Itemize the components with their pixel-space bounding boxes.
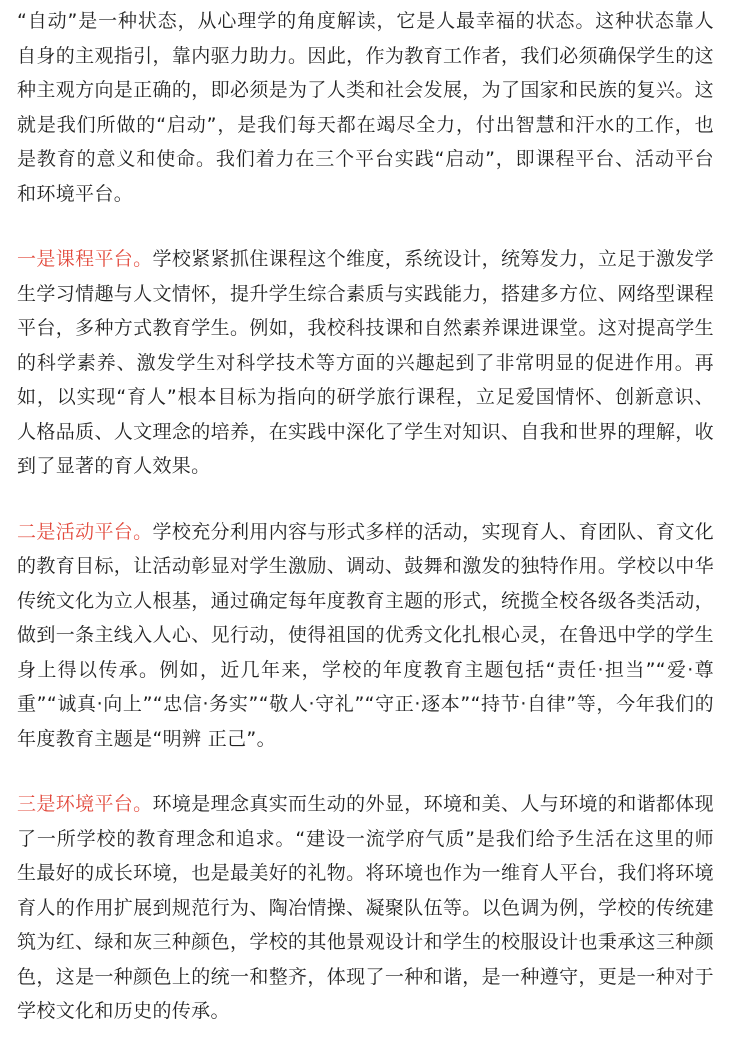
section-environment-platform: [17, 787, 714, 1029]
section-body-text: 学校充分利用内容与形式多样的活动，实现育人、育团队、育文化的教育目标，让活动彰显对学生激励、调动、鼓舞和激发的独特作用。学校以中华传统文化为立人根基，通过确定每年度教育主题的形式，统揽全校各级各类活动，做到一条主线入人心、见行动，使得祖国的优秀文化扎根心灵，在鲁迅中学的学生身上得以传承。例如，近几年来，学校的年度教育主题包括“责任·担当”“爱·尊重”“诚真·向上”“忠信·务实”“敬人·守礼”“守正·逐本”“持节·自律”等，今年我们的年度教育主题是“明辨 正己”。: [17, 520, 714, 750]
section-lead-heading: 二是活动平台。: [17, 520, 153, 543]
intro-paragraph: “自动”是一种状态，从心理学的角度解读，它是人最幸福的状态。这种状态靠人自身的主观指引，靠内驱力助力。因此，作为教育工作者，我们必须确保学生的这种主观方向是正确的，即必须是为了人类和社会发展，为了国家和民族的复兴。这就是我们所做的“启动”，是我们每天都在竭尽全力，付出智慧和汗水的工作，也是教育的意义和使命。我们着力在三个平台实践“启动”，即课程平台、活动平台和环境平台。: [17, 10, 714, 205]
section-lead-heading: 三是环境平台。: [17, 793, 153, 815]
section-activity-platform: [17, 515, 714, 757]
section-lead-heading: 一是课程平台。: [17, 248, 153, 270]
section-course-platform: [17, 242, 714, 484]
section-body-text: 学校紧紧抓住课程这个维度，系统设计，统筹发力，立足于激发学生学习情趣与人文情怀，提升学生综合素质与实践能力，搭建多方位、网络型课程平台，多种方式教育学生。例如，我校科技课和自然素养课进课堂。这对提高学生的科学素养、激发学生对科学技术等方面的兴趣起到了非常明显的促进作用。再如，以实现“育人”根本目标为指向的研学旅行课程，立足爱国情怀、创新意识、人格品质、人文理念的培养，在实践中深化了学生对知识、自我和世界的理解，收到了显著的育人效果。: [17, 248, 714, 477]
section-body-text: 环境是理念真实而生动的外显，环境和美、人与环境的和谐都体现了一所学校的教育理念和追求。“建设一流学府气质”是我们给予生活在这里的师生最好的成长环境，也是最美好的礼物。将环境也作为一维育人平台，我们将环境育人的作用扩展到规范行为、陶冶情操、凝聚队伍等。以色调为例，学校的传统建筑为红、绿和灰三种颜色，学校的其他景观设计和学生的校服设计也秉承这三种颜色，这是一种颜色上的统一和整齐，体现了一种和谐，是一种遵守，更是一种对于学校文化和历史的传承。: [17, 793, 714, 1022]
